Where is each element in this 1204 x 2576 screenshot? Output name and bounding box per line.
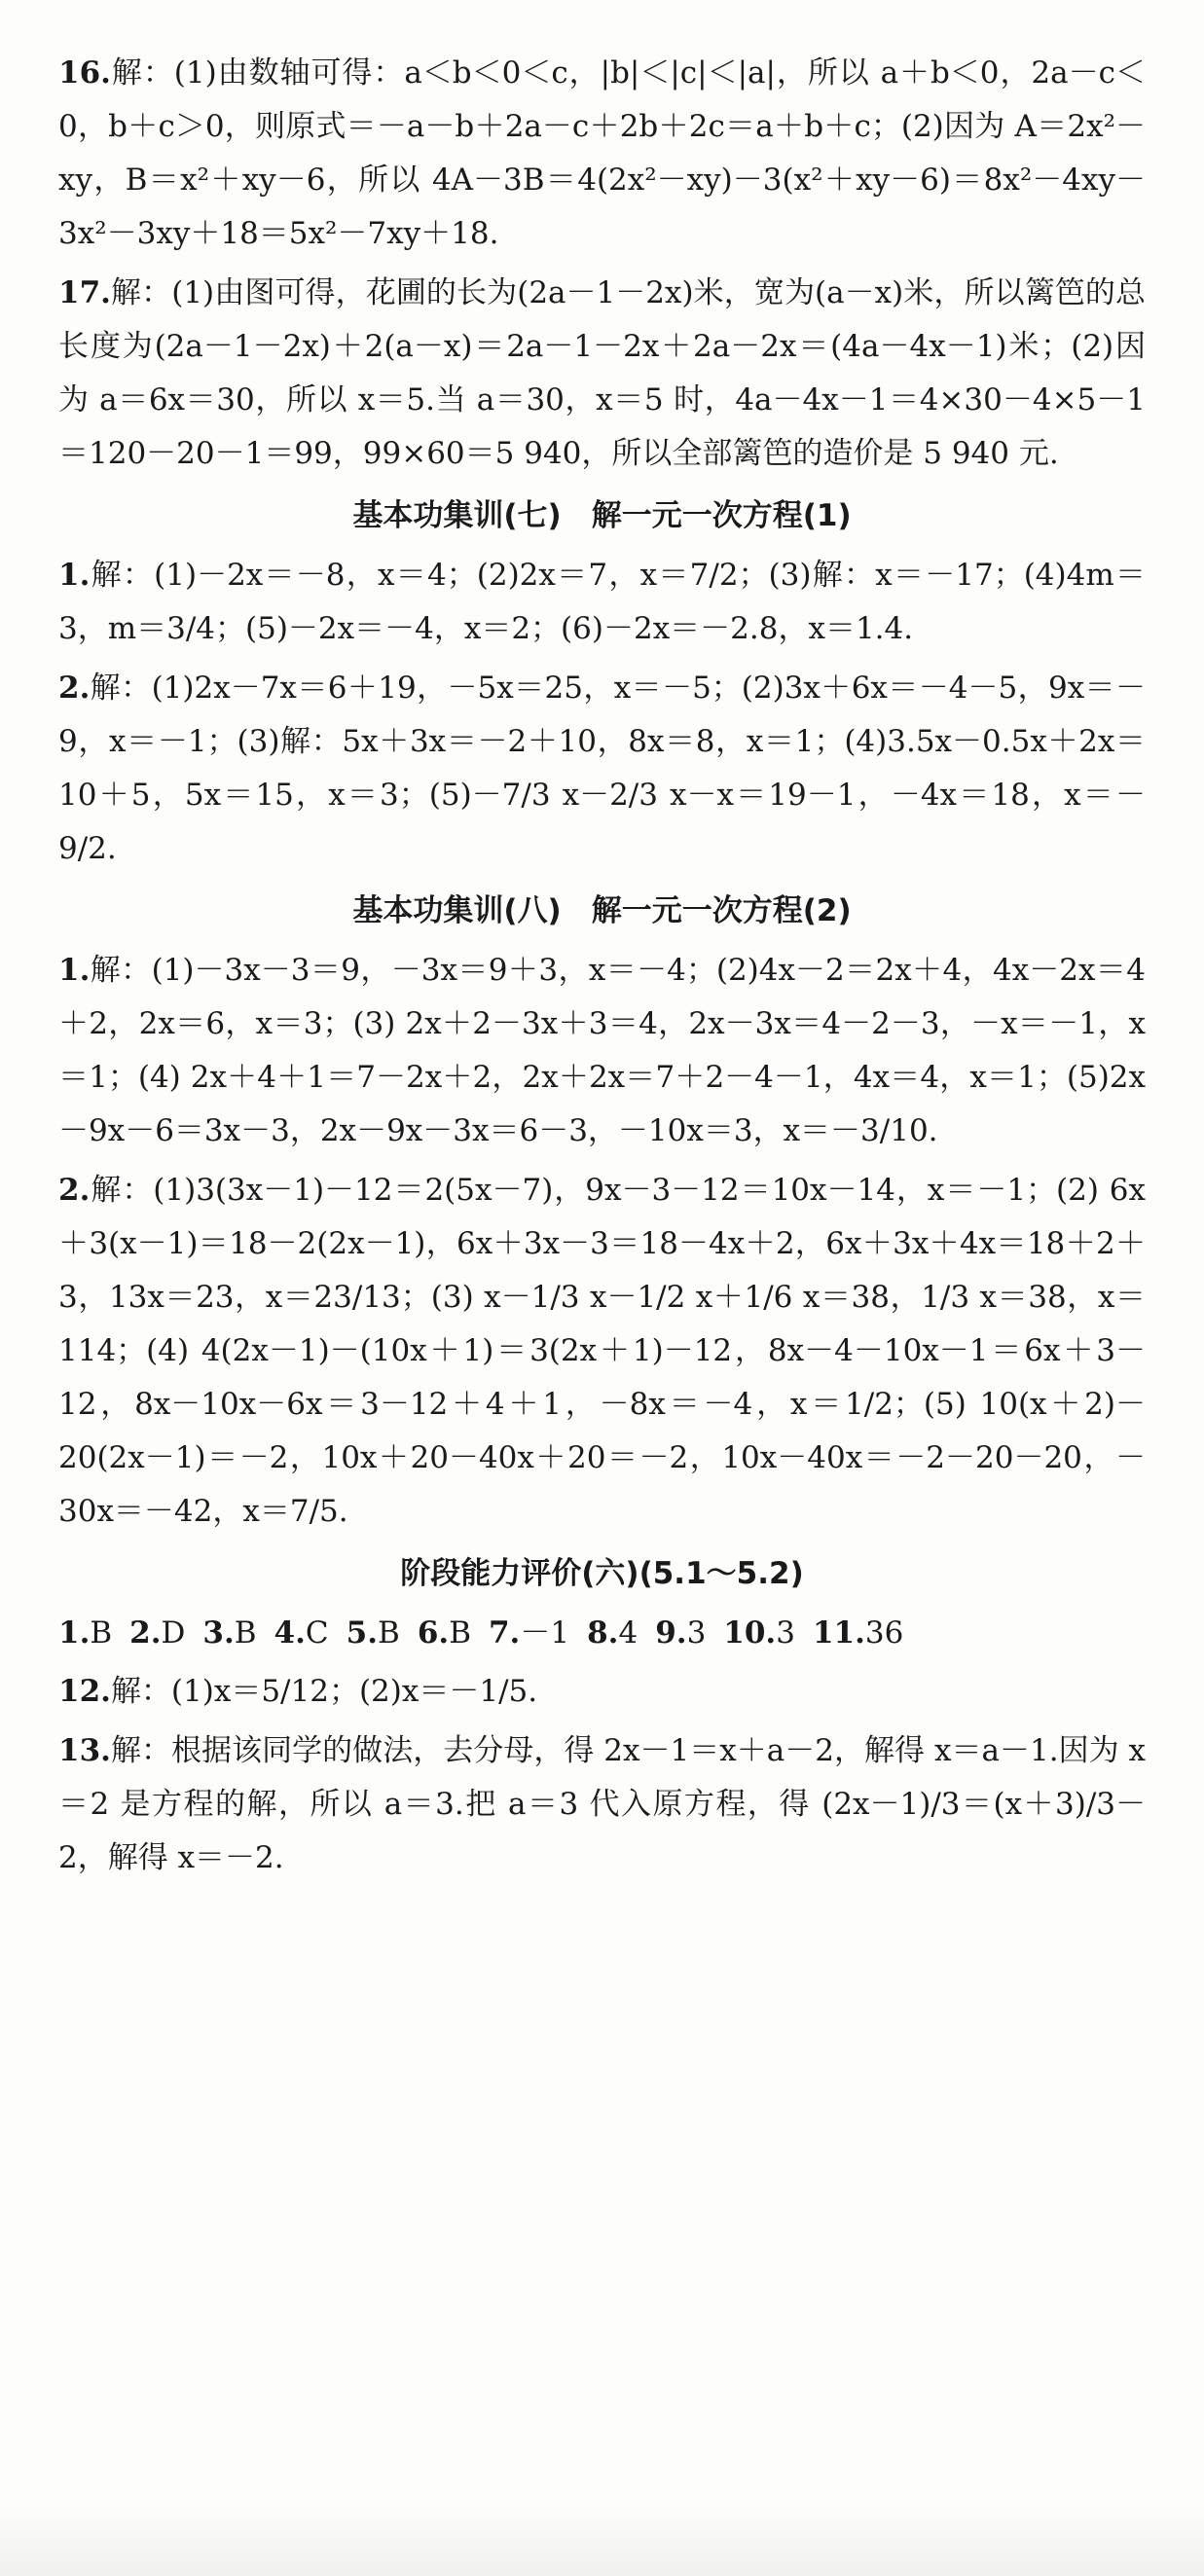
answer-paragraph xyxy=(58,1164,1146,1539)
question-number: 1. xyxy=(58,558,91,593)
answer-text: 解：(1)－3x－3＝9，－3x＝9＋3，x＝－4；(2)4x－2＝2x＋4，4x－2x＝4＋2，2x＝6，x＝3；(3) 2x＋2－3x＋3＝4，2x－3x＝4－2－3，－x＝－1，x＝1；(4) 2x＋4＋1＝7－2x＋2，2x＋2x＝7＋2－4－1，4x＝4，x＝1；(5)2x－9x－6＝3x－3，2x－9x－3x＝6－3，－10x＝3，x＝－3/10. xyxy=(58,953,1146,1148)
answer-value: 4 xyxy=(618,1615,638,1651)
answer-value: 3 xyxy=(686,1615,707,1651)
answer-paragraph xyxy=(58,267,1146,481)
question-number: 11. xyxy=(812,1615,865,1651)
question-number: 5. xyxy=(346,1615,379,1651)
question-number: 12. xyxy=(58,1674,111,1709)
question-number: 6. xyxy=(417,1615,450,1651)
question-number: 2. xyxy=(58,671,91,706)
answer-value: D xyxy=(161,1615,186,1651)
question-number: 1. xyxy=(58,953,91,988)
answer-paragraph xyxy=(58,662,1146,876)
answer-value: B xyxy=(378,1615,400,1651)
question-number: 1. xyxy=(58,1615,91,1651)
question-number: 17. xyxy=(58,275,111,310)
answer-paragraph xyxy=(58,1724,1146,1885)
page-content xyxy=(58,47,1146,1885)
question-number: 2. xyxy=(129,1615,162,1651)
answer-text: 解：(1)2x－7x＝6＋19，－5x＝25，x＝－5；(2)3x＋6x＝－4－5，9x＝－9，x＝－1；(3)解：5x＋3x＝－2＋10，8x＝8，x＝1；(4)3.5x－0.5x＋2x＝10＋5，5x＝15，x＝3；(5)－7/3 x－2/3 x－x＝19－1，－4x＝18，x＝－9/2. xyxy=(58,671,1146,866)
answer-text: 解：根据该同学的做法，去分母，得 2x－1＝x＋a－2，解得 x＝a－1.因为 x＝2 是方程的解，所以 a＝3.把 a＝3 代入原方程，得 (2x－1)/3＝(x＋3)/3－2，解得 x＝－2. xyxy=(58,1733,1146,1875)
answer-paragraph xyxy=(58,549,1146,656)
answer-value: －1 xyxy=(520,1615,570,1651)
question-number: 9. xyxy=(655,1615,687,1651)
question-number: 13. xyxy=(58,1733,111,1768)
answer-value: 36 xyxy=(864,1615,904,1651)
section-heading: 基本功集训(七) 解一元一次方程(1) xyxy=(352,498,852,533)
section-heading: 阶段能力评价(六)(5.1～5.2) xyxy=(400,1556,804,1591)
section-heading: 基本功集训(八) 解一元一次方程(2) xyxy=(352,893,852,928)
answer-paragraph xyxy=(58,944,1146,1158)
answer-value: B xyxy=(90,1615,113,1651)
question-number: 7. xyxy=(488,1615,521,1651)
choice-answers-row xyxy=(58,1607,1146,1659)
question-number: 16. xyxy=(58,55,111,91)
question-number: 10. xyxy=(723,1615,777,1651)
question-number: 3. xyxy=(202,1615,235,1651)
answer-value: B xyxy=(449,1615,471,1651)
answer-text: 解：(1)3(3x－1)－12＝2(5x－7)，9x－3－12＝10x－14，x＝－1；(2) 6x＋3(x－1)＝18－2(2x－1)，6x＋3x－3＝18－4x＋2，6x＋3x＋4x＝18＋2＋3，13x＝23，x＝23/13；(3) x－1/3 x－1/2 x＋1/6 x＝38，1/3 x＝38，x＝114；(4) 4(2x－1)－(10x＋1)＝3(2x＋1)－12，8x－4－10x－1＝6x＋3－12，8x－10x－6x＝3－12＋4＋1，－8x＝－4，x＝1/2；(5) 10(x＋2)－20(2x－1)＝－2，10x＋20－40x＋20＝－2，10x－40x＝－2－20－20，－30x＝－42，x＝7/5. xyxy=(58,1173,1146,1529)
question-number: 2. xyxy=(58,1173,91,1208)
answer-value: B xyxy=(234,1615,257,1651)
answer-value: 3 xyxy=(776,1615,795,1651)
answer-text: 解：(1)由图可得，花圃的长为(2a－1－2x)米，宽为(a－x)米，所以篱笆的总长度为(2a－1－2x)＋2(a－x)＝2a－1－2x＋2a－2x＝(4a－4x－1)米；(2)因为 a＝6x＝30，所以 x＝5.当 a＝30，x＝5 时，4a－4x－1＝4×30－4×5－1＝120－20－1＝99，99×60＝5 940，所以全部篱笆的造价是 5 940 元. xyxy=(58,275,1146,471)
answer-paragraph xyxy=(58,47,1146,261)
answer-text: 解：(1)由数轴可得：a＜b＜0＜c，|b|＜|c|＜|a|，所以 a＋b＜0，2a－c＜0，b＋c＞0，则原式＝－a－b＋2a－c＋2b＋2c＝a＋b＋c；(2)因为 A＝2x²－xy，B＝x²＋xy－6，所以 4A－3B＝4(2x²－xy)－3(x²＋xy－6)＝8x²－4xy－3x²－3xy＋18＝5x²－7xy＋18. xyxy=(58,55,1146,251)
answer-text: 解：(1)－2x＝－8，x＝4；(2)2x＝7，x＝7/2；(3)解：x＝－17；(4)4m＝3，m＝3/4；(5)－2x＝－4，x＝2；(6)－2x＝－2.8，x＝1.4. xyxy=(58,558,1146,646)
page-bottom-edge xyxy=(0,2508,1204,2576)
answer-paragraph xyxy=(58,1665,1146,1719)
question-number: 8. xyxy=(587,1615,619,1651)
answer-value: C xyxy=(305,1615,329,1651)
question-number: 4. xyxy=(274,1615,306,1651)
answer-text: 解：(1)x＝5/12；(2)x＝－1/5. xyxy=(110,1674,538,1709)
